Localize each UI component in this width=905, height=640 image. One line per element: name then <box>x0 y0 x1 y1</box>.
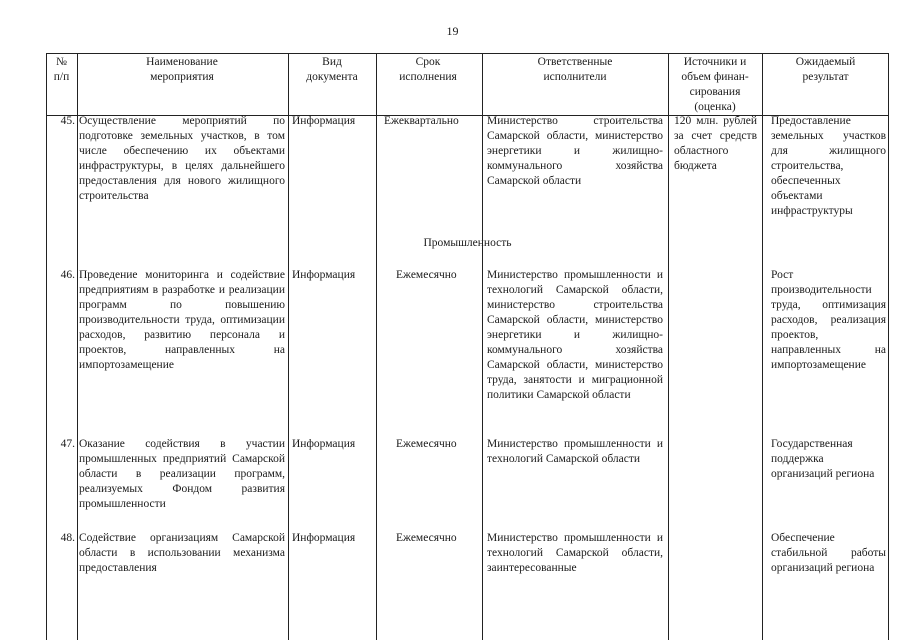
header-src: Источники и объем финан- сирования (оценка) <box>681 56 749 113</box>
page-number: 19 <box>446 24 459 38</box>
header-res: Ожидаемый результат <box>795 56 856 83</box>
row-resp: Министерство промышленности и технологий Самарской области, министерство строительства Самарской области, министерство энергетики и жилищно-коммунального хозяйства Самарской области, министерство труда, занятости и миграционной политики Самарской области <box>487 269 663 401</box>
row-result: Обеспечение стабильной работы организаций региона <box>771 532 886 574</box>
column-rule <box>668 53 669 640</box>
header-num: № п/п <box>53 56 70 83</box>
row-src: 120 млн. рублей за счет средств областного бюджета <box>674 115 757 172</box>
row-term: Ежеквартально <box>384 115 459 127</box>
header-resp: Ответственные исполнители <box>537 56 613 83</box>
table-top-rule <box>46 53 889 54</box>
row-name: Содействие организациям Самарской области в использовании механизма предоставления <box>79 532 285 574</box>
row-result: Предоставление земельных участков для жилищного строительства, обеспеченных объектами инфраструктуры <box>771 115 886 217</box>
row-resp: Министерство промышленности и технологий Самарской области <box>487 438 663 465</box>
row-result: Рост производительности труда, оптимизация расходов, реализация проектов, направленных на импортозамещение <box>771 269 886 371</box>
header-term: Срок исполнения <box>399 56 457 83</box>
header-doc: Вид документа <box>306 56 358 83</box>
row-doc: Информация <box>292 115 356 127</box>
header-name: Наименование мероприятия <box>146 56 218 83</box>
row-doc: Информация <box>292 438 356 450</box>
row-name: Оказание содействия в участии промышленных предприятий Самарской области в реализации программ, реализуемых Фондом развития промышленности <box>79 438 285 510</box>
row-number: 48. <box>60 532 75 544</box>
row-number: 45. <box>60 115 75 127</box>
row-term: Ежемесячно <box>396 269 457 281</box>
row-resp: Министерство строительства Самарской области, министерство энергетики и жилищно-коммунального хозяйства Самарской области <box>487 115 663 187</box>
section-title: Промышленность <box>423 237 512 249</box>
column-rule <box>376 53 377 640</box>
column-rule <box>288 53 289 640</box>
row-name: Осуществление мероприятий по подготовке земельных участков, в том числе обеспечению их объектами инфраструктуры, в целях дальнейшего предоставления для нового жилищного строительства <box>79 115 285 202</box>
row-doc: Информация <box>292 269 356 281</box>
plan-table <box>46 53 889 640</box>
row-term: Ежемесячно <box>396 438 457 450</box>
column-rule <box>762 53 763 640</box>
column-rule <box>888 53 889 640</box>
row-name: Проведение мониторинга и содействие предприятиям в разработке и реализации программ по повышению производительности труда, оптимизации расходов, развитию персонала и проектов, направленных на импортозамещение <box>79 269 285 371</box>
row-doc: Информация <box>292 532 356 544</box>
column-rule <box>77 53 78 640</box>
row-number: 46. <box>60 269 75 281</box>
column-rule <box>46 53 47 640</box>
row-result: Государственная поддержка организаций региона <box>771 438 875 480</box>
row-term: Ежемесячно <box>396 532 457 544</box>
column-rule <box>482 53 483 640</box>
row-resp: Министерство промышленности и технологий Самарской области, заинтересованные <box>487 532 663 574</box>
row-number: 47. <box>60 438 75 450</box>
